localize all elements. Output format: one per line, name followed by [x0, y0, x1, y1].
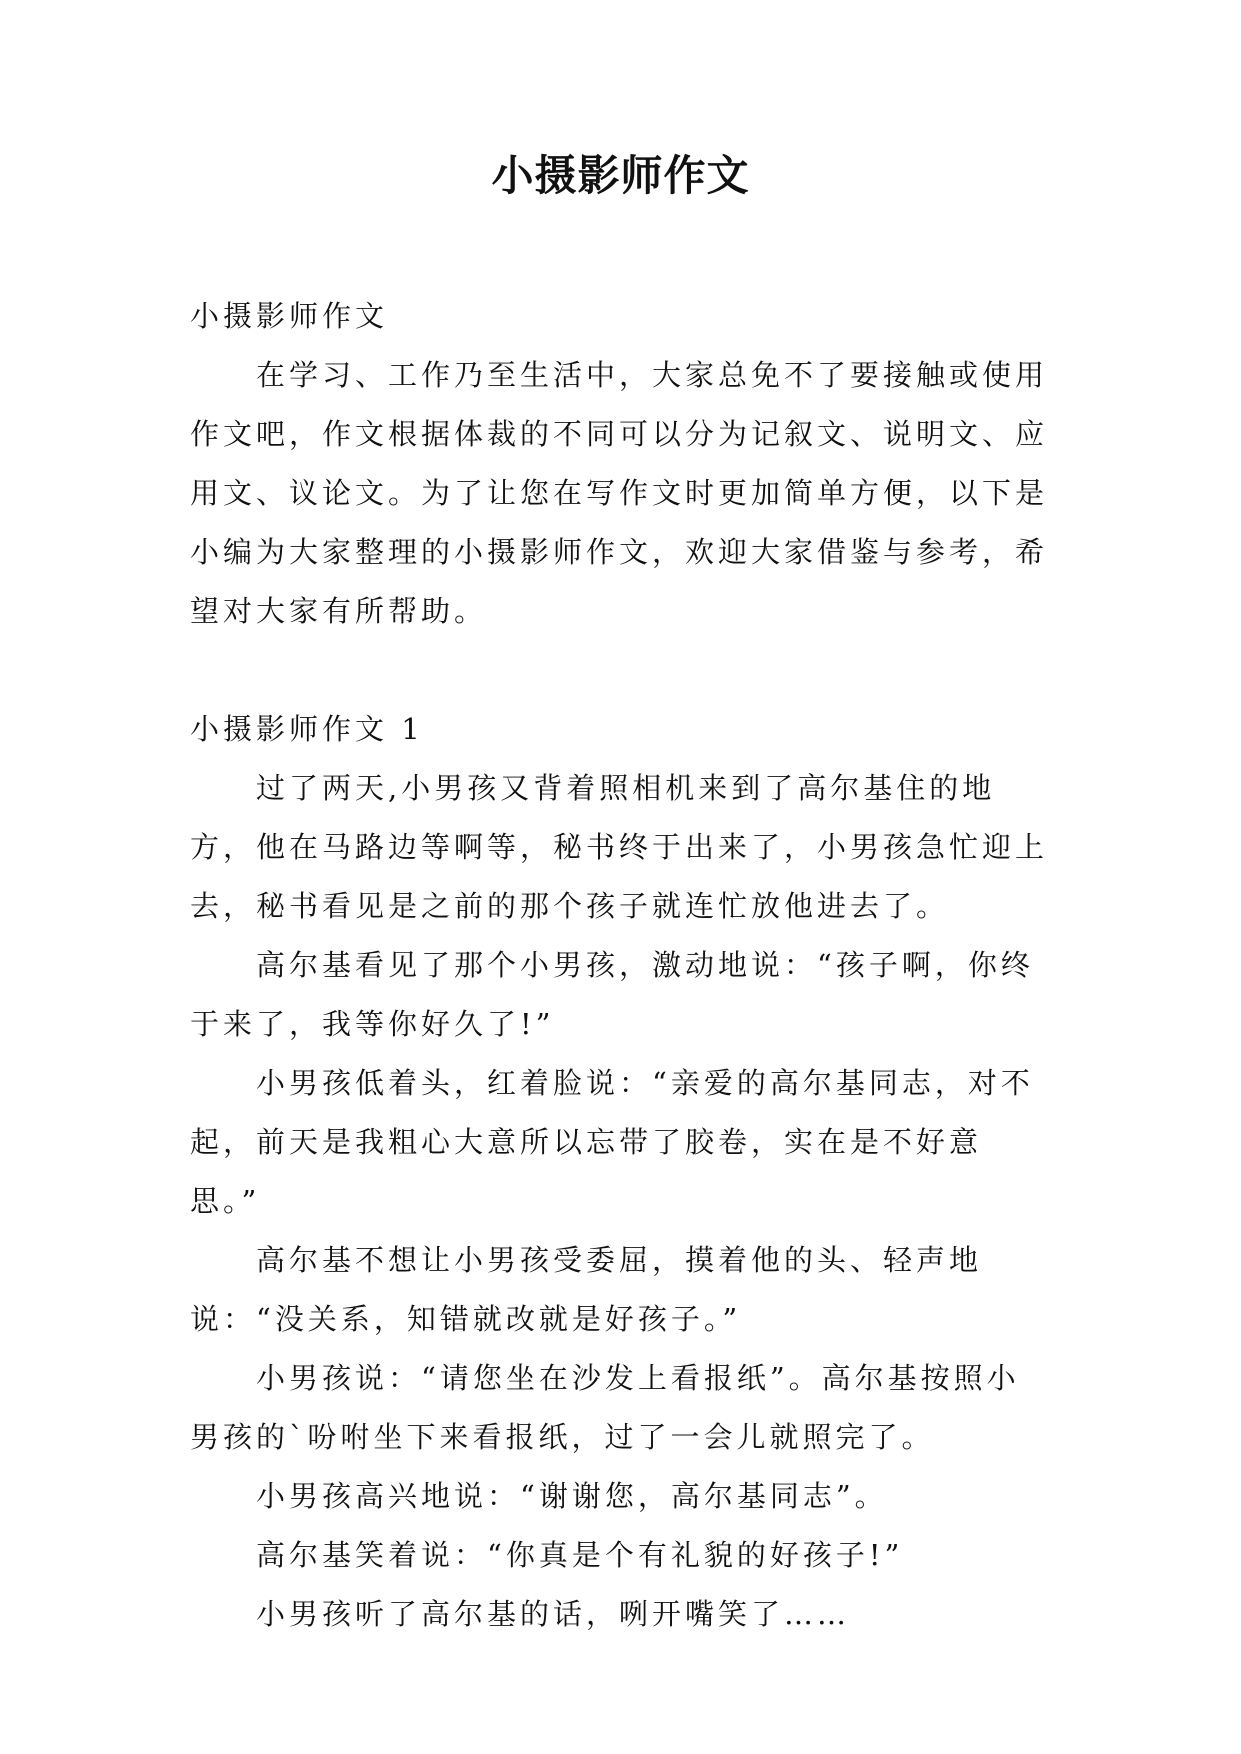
- intro-paragraph: 在学习、工作乃至生活中，大家总免不了要接触或使用作文吧，作文根据体裁的不同可以分为记叙文、说明文、应用文、议论文。为了让您在写作文时更加简单方便，以下是小编为大家整理的小摄影师作文，欢迎大家借鉴与参考，希望对大家有所帮助。: [190, 358, 1049, 628]
- document-body: [190, 287, 1050, 1644]
- document-title: 小摄影师作文: [491, 151, 750, 200]
- section-1-paragraph-2: 高尔基看见了那个小男孩，激动地说：“孩子啊，你终于来了，我等你好久了!”: [190, 948, 1034, 1041]
- intro-heading: 小摄影师作文: [190, 299, 389, 333]
- section-1-paragraph-4: 高尔基不想让小男孩受委屈，摸着他的头、轻声地说：“没关系，知错就改就是好孩子。”: [190, 1243, 983, 1336]
- section-1-paragraph-3: 小男孩低着头，红着脸说：“亲爱的高尔基同志，对不起，前天是我粗心大意所以忘带了胶卷，实在是不好意思。”: [190, 1066, 1034, 1218]
- section-1-paragraph-1: 过了两天,小男孩又背着照相机来到了高尔基住的地方，他在马路边等啊等，秘书终于出来了，小男孩急忙迎上去，秘书看见是之前的那个孩子就连忙放他进去了。: [190, 771, 1049, 923]
- section-1-paragraph-6: 小男孩高兴地说：“谢谢您，高尔基同志”。: [256, 1479, 888, 1513]
- section-spacer: [190, 641, 1050, 700]
- section-1-paragraph-8: 小男孩听了高尔基的话，咧开嘴笑了……: [256, 1597, 851, 1631]
- section-1-paragraph-7: 高尔基笑着说：“你真是个有礼貌的好孩子!”: [256, 1538, 904, 1572]
- section-1-paragraph-5: 小男孩说：“请您坐在沙发上看报纸”。高尔基按照小男孩的`吩咐坐下来看报纸，过了一会儿就照完了。: [190, 1361, 1020, 1454]
- section-1-heading: 小摄影师作文 1: [190, 712, 424, 746]
